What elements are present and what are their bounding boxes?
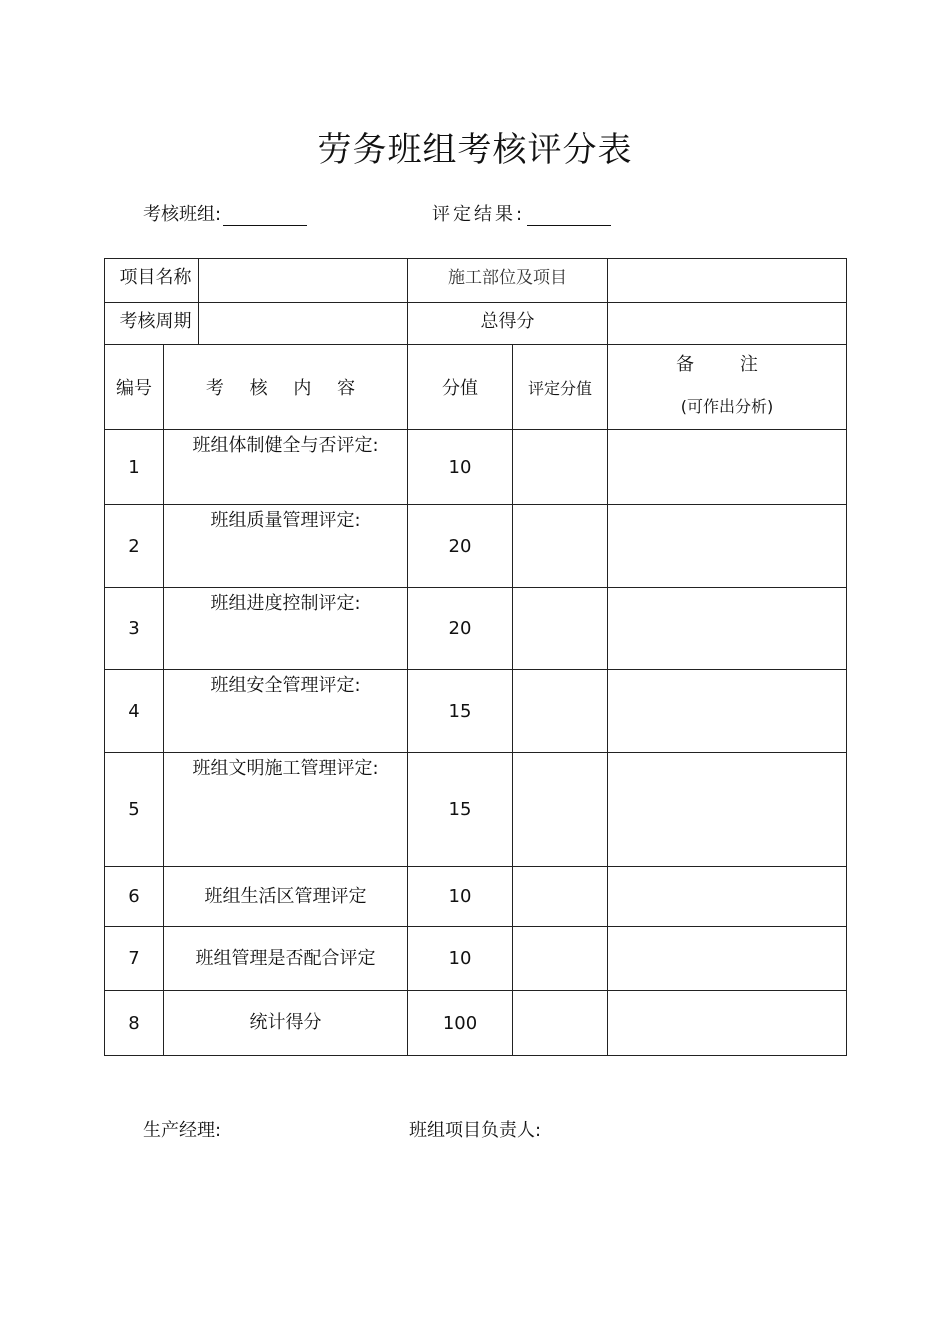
row-score: 100 — [408, 991, 513, 1056]
row-remark[interactable] — [608, 753, 847, 867]
manager-signature-label: 生产经理: — [143, 1120, 222, 1141]
row-no: 5 — [105, 753, 164, 867]
row-rated[interactable] — [513, 753, 608, 867]
row-rated[interactable] — [513, 867, 608, 927]
project-name-value[interactable] — [199, 259, 408, 303]
col-no-header: 编号 — [105, 345, 164, 430]
row-no: 7 — [105, 927, 164, 991]
row-remark[interactable] — [608, 867, 847, 927]
row-content: 班组生活区管理评定 — [164, 867, 408, 927]
info-row-project — [105, 259, 847, 303]
row-remark[interactable] — [608, 991, 847, 1056]
location-label: 施工部位及项目 — [408, 259, 608, 303]
row-no: 3 — [105, 588, 164, 670]
col-rated-header: 评定分值 — [513, 345, 608, 430]
team-field — [143, 200, 307, 226]
info-row-period — [105, 303, 847, 345]
leader-signature-label: 班组项目负责人: — [409, 1120, 542, 1141]
remark-title: 备 注 — [676, 353, 778, 375]
period-value[interactable] — [199, 303, 408, 345]
location-value[interactable] — [608, 259, 847, 303]
row-remark[interactable] — [608, 670, 847, 753]
row-score: 15 — [408, 670, 513, 753]
period-label: 考核周期 — [105, 303, 199, 345]
row-score: 20 — [408, 588, 513, 670]
col-remark-header — [608, 345, 847, 430]
result-field — [432, 200, 611, 226]
table-row — [105, 430, 847, 505]
row-no: 6 — [105, 867, 164, 927]
table-row — [105, 991, 847, 1056]
page-title: 劳务班组考核评分表 — [317, 130, 633, 170]
table-row — [105, 505, 847, 588]
row-rated[interactable] — [513, 670, 608, 753]
row-score: 10 — [408, 430, 513, 505]
row-remark[interactable] — [608, 588, 847, 670]
row-remark[interactable] — [608, 430, 847, 505]
row-no: 4 — [105, 670, 164, 753]
table-row — [105, 588, 847, 670]
team-label: 考核班组: — [143, 204, 222, 225]
row-score: 20 — [408, 505, 513, 588]
result-label: 评定结果: — [432, 204, 526, 225]
row-remark[interactable] — [608, 927, 847, 991]
row-rated[interactable] — [513, 991, 608, 1056]
table-row — [105, 867, 847, 927]
result-blank[interactable] — [527, 203, 611, 226]
table-row — [105, 670, 847, 753]
table-row — [105, 927, 847, 991]
col-score-header: 分值 — [408, 345, 513, 430]
project-name-label: 项目名称 — [105, 259, 199, 303]
col-content-header: 考 核 内 容 — [164, 345, 408, 430]
row-content: 班组质量管理评定: — [164, 505, 408, 588]
row-content: 班组进度控制评定: — [164, 588, 408, 670]
remark-subtitle: (可作出分析) — [680, 396, 774, 416]
evaluation-table — [104, 258, 847, 1056]
row-no: 1 — [105, 430, 164, 505]
row-score: 15 — [408, 753, 513, 867]
row-no: 8 — [105, 991, 164, 1056]
row-remark[interactable] — [608, 505, 847, 588]
row-rated[interactable] — [513, 927, 608, 991]
total-value[interactable] — [608, 303, 847, 345]
row-content: 班组文明施工管理评定: — [164, 753, 408, 867]
row-content: 统计得分 — [164, 991, 408, 1056]
column-header-row — [105, 345, 847, 430]
team-blank[interactable] — [223, 203, 307, 226]
row-rated[interactable] — [513, 505, 608, 588]
row-content: 班组安全管理评定: — [164, 670, 408, 753]
row-score: 10 — [408, 927, 513, 991]
table-row — [105, 753, 847, 867]
row-content: 班组管理是否配合评定 — [164, 927, 408, 991]
row-rated[interactable] — [513, 588, 608, 670]
row-content: 班组体制健全与否评定: — [164, 430, 408, 505]
row-rated[interactable] — [513, 430, 608, 505]
row-no: 2 — [105, 505, 164, 588]
row-score: 10 — [408, 867, 513, 927]
total-label: 总得分 — [408, 303, 608, 345]
